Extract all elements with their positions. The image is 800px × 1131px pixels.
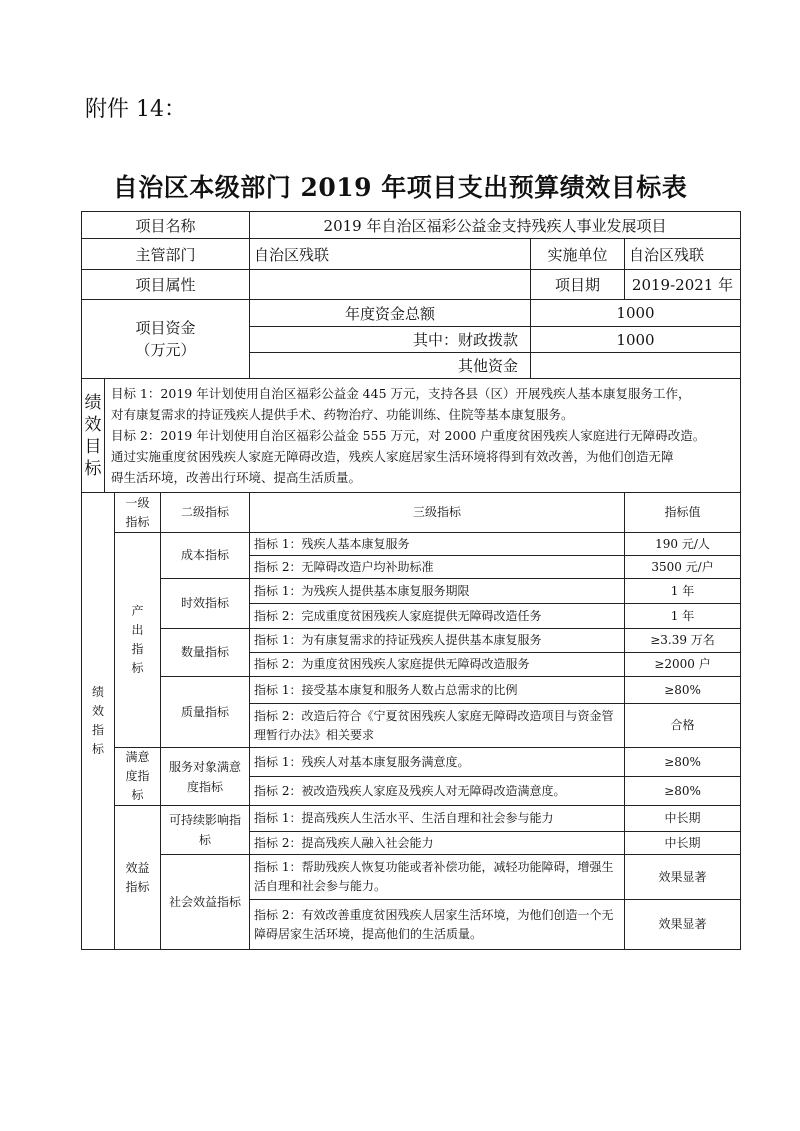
benefit-indicators-label: 效益 指标: [115, 806, 161, 950]
indicator-text: 指标 1：接受基本康复和服务人数占总需求的比例: [250, 677, 625, 704]
indicator-text: 指标 1：为有康复需求的持证残疾人提供基本康复服务: [250, 629, 625, 653]
performance-indicators-side-label: 绩 效 指 标: [82, 493, 115, 950]
indicator-value: ≥2000 户: [625, 653, 741, 677]
other-funds-value: [531, 353, 741, 379]
indicator-value: ≥80%: [625, 677, 741, 704]
output-indicators-label: 产 出 指 标: [115, 533, 161, 748]
indicator-text: 指标 1：残疾人基本康复服务: [250, 533, 625, 556]
indicator-text: 指标 2：为重度贫困残疾人家庭提供无障碍改造服务: [250, 653, 625, 677]
indicator-value: 中长期: [625, 806, 741, 832]
header-level2: 二级指标: [161, 493, 250, 533]
indicator-value: 效果显著: [625, 900, 741, 950]
indicator-value: 1 年: [625, 579, 741, 604]
social-benefit-label: 社会效益指标: [161, 855, 250, 950]
quantity-indicators-label: 数量指标: [161, 629, 250, 677]
cost-indicators-label: 成本指标: [161, 533, 250, 579]
indicator-value: 效果显著: [625, 855, 741, 900]
satisfaction-indicators-label: 满意 度指 标: [115, 748, 161, 806]
indicator-value: ≥80%: [625, 748, 741, 777]
implementing-unit-value: 自治区残联: [625, 239, 741, 270]
annual-total-label: 年度资金总额: [250, 300, 531, 327]
goal-line: 碍生活环境，改善出行环境、提高生活质量。: [111, 470, 362, 485]
indicator-text: 指标 2：完成重度贫困残疾人家庭提供无障碍改造任务: [250, 604, 625, 629]
indicator-text: 指标 1：帮助残疾人恢复功能或者补偿功能，减轻功能障碍，增强生 活自理和社会参与能力。: [250, 855, 625, 900]
indicator-text: 指标 1：为残疾人提供基本康复服务期限: [250, 579, 625, 604]
attachment-label: 附件 14：: [85, 97, 186, 122]
header-level3: 三级指标: [250, 493, 625, 533]
fiscal-allocation-label: 其中：财政拨款: [250, 327, 531, 353]
project-name-label: 项目名称: [82, 212, 250, 239]
indicator-value: 合格: [625, 704, 741, 748]
service-satisfaction-label: 服务对象满意 度指标: [161, 748, 250, 806]
fiscal-allocation-value: 1000: [531, 327, 741, 353]
indicator-text: 指标 2：改造后符合《宁夏贫困残疾人家庭无障碍改造项目与资金管 理暂行办法》相关要求: [250, 704, 625, 748]
implementing-unit-label: 实施单位: [531, 239, 625, 270]
project-funds-label: [82, 300, 250, 379]
supervising-dept-label: 主管部门: [82, 239, 250, 270]
project-period-value: 2019-2021 年: [625, 270, 741, 300]
indicator-value: ≥3.39 万名: [625, 629, 741, 653]
indicator-text: 指标 2：被改造残疾人家庭及残疾人对无障碍改造满意度。: [250, 777, 625, 806]
sustainable-impact-label: 可持续影响指 标: [161, 806, 250, 855]
performance-target-table: [81, 211, 741, 950]
project-attribute-label: 项目属性: [82, 270, 250, 300]
indicator-value: 1 年: [625, 604, 741, 629]
project-name-value: 2019 年自治区福彩公益金支持残疾人事业发展项目: [250, 212, 741, 239]
project-attribute-value: [250, 270, 531, 300]
indicator-text: 指标 2：提高残疾人融入社会能力: [250, 832, 625, 855]
project-period-label: 项目期: [531, 270, 625, 300]
indicator-text: 指标 1：提高残疾人生活水平、生活自理和社会参与能力: [250, 806, 625, 832]
annual-total-value: 1000: [531, 300, 741, 327]
header-value: 指标值: [625, 493, 741, 533]
timeliness-indicators-label: 时效指标: [161, 579, 250, 629]
document-title: 自治区本级部门 2019 年项目支出预算绩效目标表: [112, 173, 688, 202]
other-funds-label: 其他资金: [250, 353, 531, 379]
indicator-value: 中长期: [625, 832, 741, 855]
goal-line: 目标 2：2019 年计划使用自治区福彩公益金 555 万元，对 2000 户重度贫困残疾人家庭进行无障碍改造。: [111, 428, 706, 443]
indicator-value: ≥80%: [625, 777, 741, 806]
project-funds-label-line2: （万元）: [135, 341, 196, 359]
indicator-text: 指标 2：无障碍改造户均补助标准: [250, 556, 625, 579]
performance-goals-text: [105, 379, 741, 493]
supervising-dept-value: 自治区残联: [250, 239, 531, 270]
goal-line: 目标 1：2019 年计划使用自治区福彩公益金 445 万元，支持各县（区）开展残疾人基本康复服务工作，: [111, 386, 691, 401]
quality-indicators-label: 质量指标: [161, 677, 250, 748]
header-level1: 一级 指标: [115, 493, 161, 533]
goal-line: 通过实施重度贫困残疾人家庭无障碍改造，残疾人家庭居家生活环境将得到有效改善，为他们创造无障: [111, 449, 674, 464]
project-funds-label-line1: 项目资金: [135, 319, 196, 337]
indicator-value: 3500 元/户: [625, 556, 741, 579]
performance-goals-heading: 绩 效 目 标: [82, 379, 105, 493]
indicator-text: 指标 2：有效改善重度贫困残疾人居家生活环境，为他们创造一个无 障碍居家生活环境，提高他们的生活质量。: [250, 900, 625, 950]
indicator-value: 190 元/人: [625, 533, 741, 556]
goal-line: 对有康复需求的持证残疾人提供手术、药物治疗、功能训练、住院等基本康复服务。: [111, 407, 574, 422]
indicator-text: 指标 1：残疾人对基本康复服务满意度。: [250, 748, 625, 777]
